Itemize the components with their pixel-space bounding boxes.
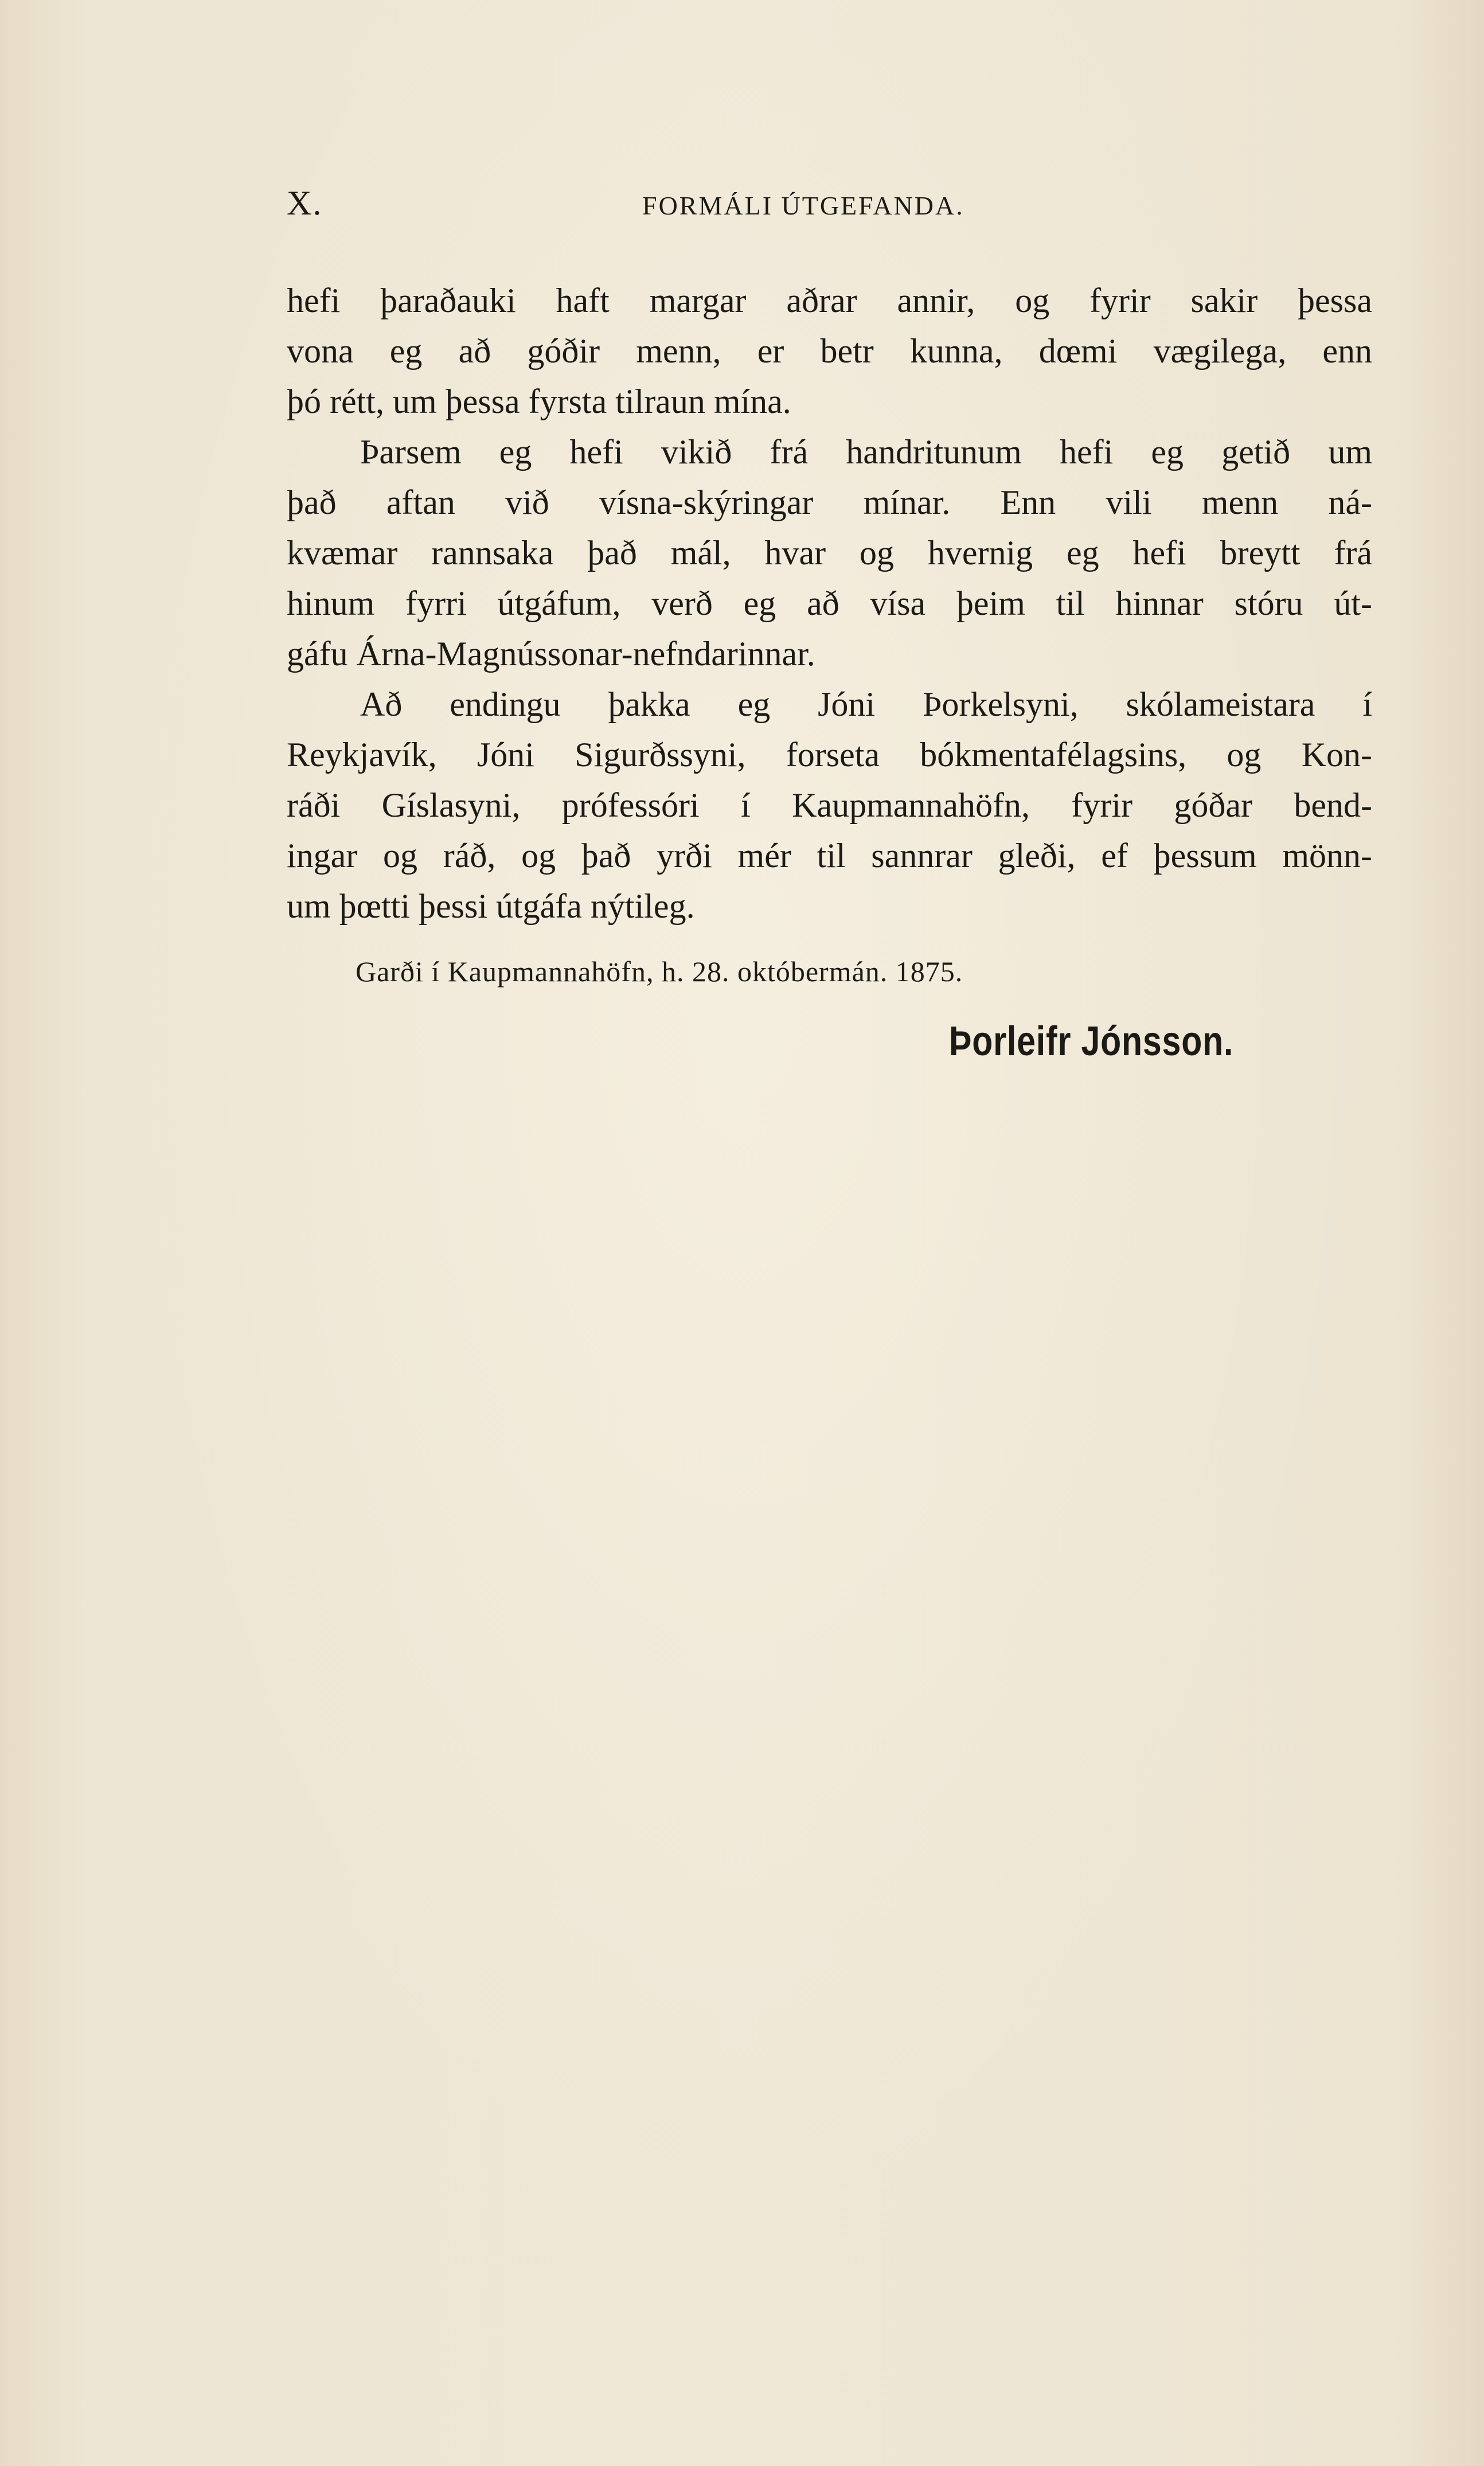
- text-line: ingar og ráð, og það yrði mér til sannrar gleði, ef þessum mönn-: [287, 837, 1372, 875]
- text-line: hefi þaraðauki haft margar aðrar annir, og fyrir sakir þessa: [287, 282, 1372, 319]
- text-line: kvæmar rannsaka það mál, hvar og hvernig eg hefi breytt frá: [287, 534, 1372, 572]
- text-line: Þarsem eg hefi vikið frá handritunum hefi eg getið um: [360, 433, 1372, 471]
- page-number: X.: [287, 184, 323, 222]
- text-line: Reykjavík, Jóni Sigurðssyni, forseta bókmentafélagsins, og Kon-: [287, 736, 1372, 774]
- dateline: Garði í Kaupmannahöfn, h. 28. októbermán. 1875.: [356, 955, 963, 988]
- text-line: um þœtti þessi útgáfa nýtileg.: [287, 887, 695, 925]
- text-line: hinum fyrri útgáfum, verð eg að vísa þeim til hinnar stóru út-: [287, 584, 1372, 622]
- signature: Þorleifr Jónsson.: [949, 1019, 1234, 1064]
- text-line: þó rétt, um þessa fyrsta tilraun mína.: [287, 383, 791, 420]
- body-text: [287, 275, 1372, 931]
- text-line: ráði Gíslasyni, prófessóri í Kaupmannahöfn, fyrir góðar bend-: [287, 786, 1372, 824]
- running-header: [287, 184, 1372, 235]
- text-line: Að endingu þakka eg Jóni Þorkelsyni, skólameistara í: [360, 685, 1372, 723]
- text-line: vona eg að góðir menn, er betr kunna, dœmi vægilega, enn: [287, 332, 1372, 370]
- running-title: FORMÁLI ÚTGEFANDA.: [642, 191, 964, 220]
- text-line: það aftan við vísna-skýringar mínar. Enn vili menn ná-: [287, 483, 1372, 521]
- text-line: gáfu Árna-Magnússonar-nefndarinnar.: [287, 635, 815, 673]
